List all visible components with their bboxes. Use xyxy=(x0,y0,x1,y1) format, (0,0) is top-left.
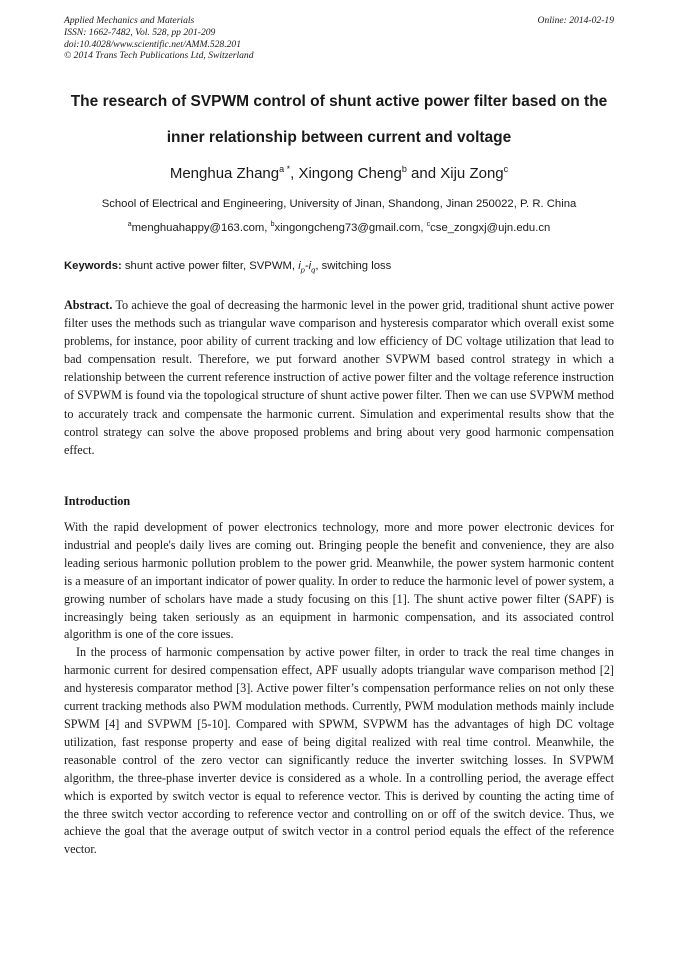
keywords-text-end: , switching loss xyxy=(315,260,392,272)
abstract-text: To achieve the goal of decreasing the harmonic level in the power grid, traditional shunt active power filter uses the methods such as triangular wave comparison and hysteresis comparator which overall exist some problems, for instance, poor ability of current tracking and low efficiency of DC voltage utilization that lead to bad compensation result. Therefore, we put forward another SVPWM based control strategy in which a relationship between the current reference instruction of active power filter and the voltage reference instruction of SVPWM is found via the topological structure of shunt active power filter. Then we can use SVPWM method to accurately track and compensate the harmonic current. Simulation and experimental results show that the control strategy can solve the above proposed problems and bring about very good harmonic compensation effect. xyxy=(64,298,614,457)
email-1-mark: a xyxy=(127,221,132,228)
title-line-2: inner relationship between current and voltage xyxy=(166,129,512,146)
journal-header xyxy=(64,15,614,62)
email-2[interactable]: xingongcheng73@gmail.com, xyxy=(274,221,427,234)
author-list xyxy=(40,164,638,182)
paper-title xyxy=(40,84,638,156)
online-date: Online: 2014-02-19 xyxy=(537,15,614,26)
abstract xyxy=(64,296,614,459)
copyright-line: © 2014 Trans Tech Publications Ltd, Switzerland xyxy=(64,50,254,62)
email-3[interactable]: cse_zongxj@ujn.edu.cn xyxy=(430,221,551,234)
author-separator: , xyxy=(290,165,299,182)
keywords xyxy=(64,260,614,274)
introduction-paragraph-1: With the rapid development of power electronics technology, more and more power electronic devices for industrial and people's daily lives are coming out. Bringing people the benefit and convenience, they are also leading serious harmonic pollution problem to the power grid. Meanwhile, the power system harmonic content is a measure of an important indicator of power quality. In order to reduce the harmonic level of power system, a growing number of scholars have made a study focusing on this [1]. The shunt active power filter (SAPF) is increasingly being taken seriously as an equipment in harmonic compensation, and its associated control algorithm is one of the core issues. xyxy=(64,520,614,642)
abstract-label: Abstract. xyxy=(64,298,113,312)
keyword-ip-subscript: p xyxy=(300,265,305,275)
publication-meta xyxy=(64,15,614,62)
email-1[interactable]: menghuahappy@163.com, xyxy=(131,221,271,234)
author-1-name: Menghua Zhang xyxy=(169,165,280,182)
doi-line[interactable]: doi:10.4028/www.scientific.net/AMM.528.201 xyxy=(64,38,242,50)
author-3-affil-mark: c xyxy=(503,164,509,174)
title-line-1: The research of SVPWM control of shunt active power filter based on the xyxy=(70,93,608,110)
introduction-body xyxy=(64,519,614,859)
keywords-text: shunt active power filter, SVPWM, xyxy=(121,260,299,272)
keywords-label: Keywords: xyxy=(64,260,122,272)
issn-line: ISSN: 1662-7482, Vol. 528, pp 201-209 xyxy=(64,26,216,38)
keyword-iq: i xyxy=(308,260,312,272)
author-emails xyxy=(30,221,648,234)
keyword-ip: i xyxy=(298,260,301,272)
section-heading-introduction: Introduction xyxy=(64,494,131,508)
email-3-mark: c xyxy=(426,221,431,228)
author-2-affil-mark: b xyxy=(401,164,407,174)
author-separator: and xyxy=(406,165,441,182)
keyword-dash: - xyxy=(304,260,309,272)
journal-name: Applied Mechanics and Materials xyxy=(64,15,195,26)
introduction-paragraph-2: In the process of harmonic compensation by active power filter, in order to track the real time changes in harmonic current for desired compensation effect, APF usually adopts triangular wave comparison method [2] and hysteresis comparator method [3]. Active power filter’s compensation performance relies on not only these current tracking methods also PWM modulation methods. Currently, PWM modulation methods mainly include SPWM [4] and SVPWM [5-10]. Compared with SPWM, SVPWM has the advantages of high DC voltage utilization, fast response property and ease of being digital realized with real time control. Meanwhile, the reasonable control of the zero vector can significantly reduce the inverter switching losses. In SVPWM algorithm, the three-phase inverter device is considered as a whole. In a controlling period, the average effect which is exported by switch vector is equal to reference vector. This is derived by counting the acting time of the three switch vector according to reference vector and controlling on or off of the switch device. Thus, we achieve the goal that the average output of switch vector in a control period equals the effect of the reference vector. xyxy=(64,645,614,857)
author-3-name: Xiju Zong xyxy=(440,165,504,182)
affiliation: School of Electrical and Engineering, University of Jinan, Shandong, Jinan 250022, P. R. China xyxy=(101,198,577,210)
email-2-mark: b xyxy=(270,221,275,228)
keyword-iq-subscript: q xyxy=(311,265,316,275)
author-2-name: Xingong Cheng xyxy=(298,165,402,182)
author-1-affil-mark: a * xyxy=(279,164,291,174)
